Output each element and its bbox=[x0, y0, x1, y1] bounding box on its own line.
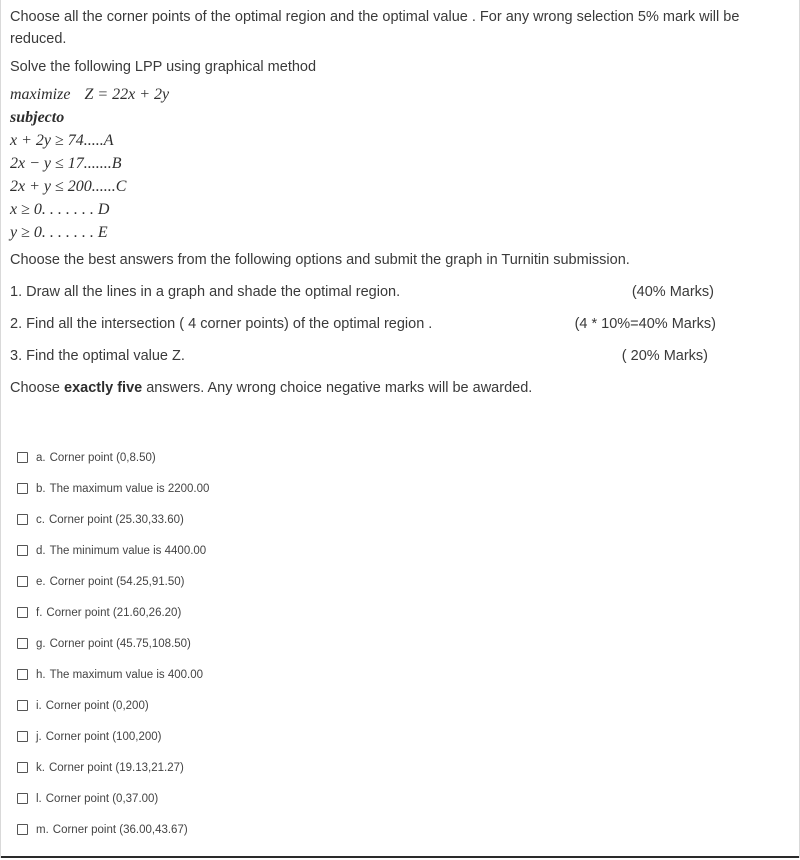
option-i-letter: i. bbox=[36, 699, 42, 712]
option-l[interactable] bbox=[17, 783, 209, 814]
constraint-c: 2x + y ≤ 200......C bbox=[10, 178, 127, 195]
option-g-letter: g. bbox=[36, 637, 46, 650]
option-m-label: Corner point (36.00,43.67) bbox=[52, 823, 188, 836]
option-f-letter: f. bbox=[36, 606, 43, 619]
option-e-letter: e. bbox=[36, 575, 46, 588]
choose-best-text: Choose the best answers from the following options and submit the graph in Turnitin submission. bbox=[10, 252, 630, 268]
checkbox-c[interactable] bbox=[17, 514, 28, 525]
choose-exactly-pre: Choose bbox=[10, 380, 65, 396]
option-c-label: Corner point (25.30,33.60) bbox=[48, 513, 184, 526]
task-1-text: 1. Draw all the lines in a graph and shade the optimal region. bbox=[10, 284, 401, 300]
subject-to-label: subjecto bbox=[10, 109, 65, 126]
option-b-letter: b. bbox=[36, 482, 46, 495]
constraint-b: 2x − y ≤ 17.......B bbox=[10, 155, 122, 172]
option-j[interactable] bbox=[17, 721, 209, 752]
checkbox-m[interactable] bbox=[17, 824, 28, 835]
option-c[interactable] bbox=[17, 504, 209, 535]
task-3-text: 3. Find the optimal value Z. bbox=[10, 348, 185, 364]
choose-exactly-bold: exactly five bbox=[64, 380, 143, 396]
objective-word: maximize bbox=[10, 86, 71, 103]
bottom-divider bbox=[1, 856, 799, 858]
question-intro: Choose all the corner points of the optimal region and the optimal value . For any wrong selection 5% mark will be reduced. bbox=[10, 9, 740, 47]
question-text bbox=[10, 6, 790, 398]
checkbox-h[interactable] bbox=[17, 669, 28, 680]
task-1-marks: (40% Marks) bbox=[631, 284, 714, 300]
option-m-letter: m. bbox=[36, 823, 49, 836]
option-h[interactable] bbox=[17, 659, 209, 690]
checkbox-l[interactable] bbox=[17, 793, 28, 804]
checkbox-i[interactable] bbox=[17, 700, 28, 711]
task-2-text: 2. Find all the intersection ( 4 corner points) of the optimal region . bbox=[10, 316, 433, 332]
option-k-label: Corner point (19.13,21.27) bbox=[48, 761, 184, 774]
choose-exactly-text bbox=[10, 378, 790, 398]
option-g[interactable] bbox=[17, 628, 209, 659]
option-h-letter: h. bbox=[36, 668, 46, 681]
objective-expression: Z = 22x + 2y bbox=[84, 86, 170, 103]
checkbox-b[interactable] bbox=[17, 483, 28, 494]
constraint-e: y ≥ 0. . . . . . . E bbox=[10, 224, 108, 241]
constraint-d: x ≥ 0. . . . . . . D bbox=[10, 201, 110, 218]
option-i[interactable] bbox=[17, 690, 209, 721]
checkbox-e[interactable] bbox=[17, 576, 28, 587]
option-m[interactable] bbox=[17, 814, 209, 845]
constraint-a: x + 2y ≥ 74.....A bbox=[10, 132, 114, 149]
option-e-label: Corner point (54.25,91.50) bbox=[49, 575, 185, 588]
option-i-label: Corner point (0,200) bbox=[45, 699, 149, 712]
option-f[interactable] bbox=[17, 597, 209, 628]
option-k[interactable] bbox=[17, 752, 209, 783]
objective-line bbox=[10, 83, 790, 106]
checkbox-k[interactable] bbox=[17, 762, 28, 773]
answer-options bbox=[17, 442, 209, 845]
option-l-label: Corner point (0,37.00) bbox=[45, 792, 159, 805]
option-h-label: The maximum value is 400.00 bbox=[49, 668, 203, 681]
option-a-letter: a. bbox=[36, 451, 46, 464]
checkbox-f[interactable] bbox=[17, 607, 28, 618]
choose-exactly-post: answers. Any wrong choice negative marks will be awarded. bbox=[142, 380, 533, 396]
option-j-label: Corner point (100,200) bbox=[45, 730, 162, 743]
task-row-3 bbox=[10, 346, 790, 366]
option-j-letter: j. bbox=[36, 730, 42, 743]
option-g-label: Corner point (45.75,108.50) bbox=[49, 637, 191, 650]
option-d[interactable] bbox=[17, 535, 209, 566]
option-e[interactable] bbox=[17, 566, 209, 597]
option-b-label: The maximum value is 2200.00 bbox=[49, 482, 210, 495]
checkbox-d[interactable] bbox=[17, 545, 28, 556]
checkbox-g[interactable] bbox=[17, 638, 28, 649]
option-d-letter: d. bbox=[36, 544, 46, 557]
option-l-letter: l. bbox=[36, 792, 42, 805]
checkbox-j[interactable] bbox=[17, 731, 28, 742]
option-f-label: Corner point (21.60,26.20) bbox=[46, 606, 182, 619]
option-a[interactable] bbox=[17, 442, 209, 473]
option-c-letter: c. bbox=[36, 513, 45, 526]
task-row-1 bbox=[10, 282, 790, 302]
checkbox-a[interactable] bbox=[17, 452, 28, 463]
task-row-2 bbox=[10, 314, 790, 334]
option-k-letter: k. bbox=[36, 761, 45, 774]
option-a-label: Corner point (0,8.50) bbox=[49, 451, 156, 464]
option-b[interactable] bbox=[17, 473, 209, 504]
instruction-text: Solve the following LPP using graphical method bbox=[10, 59, 317, 75]
task-2-marks: (4 * 10%=40% Marks) bbox=[574, 316, 716, 332]
task-3-marks: ( 20% Marks) bbox=[621, 348, 708, 364]
option-d-label: The minimum value is 4400.00 bbox=[49, 544, 207, 557]
